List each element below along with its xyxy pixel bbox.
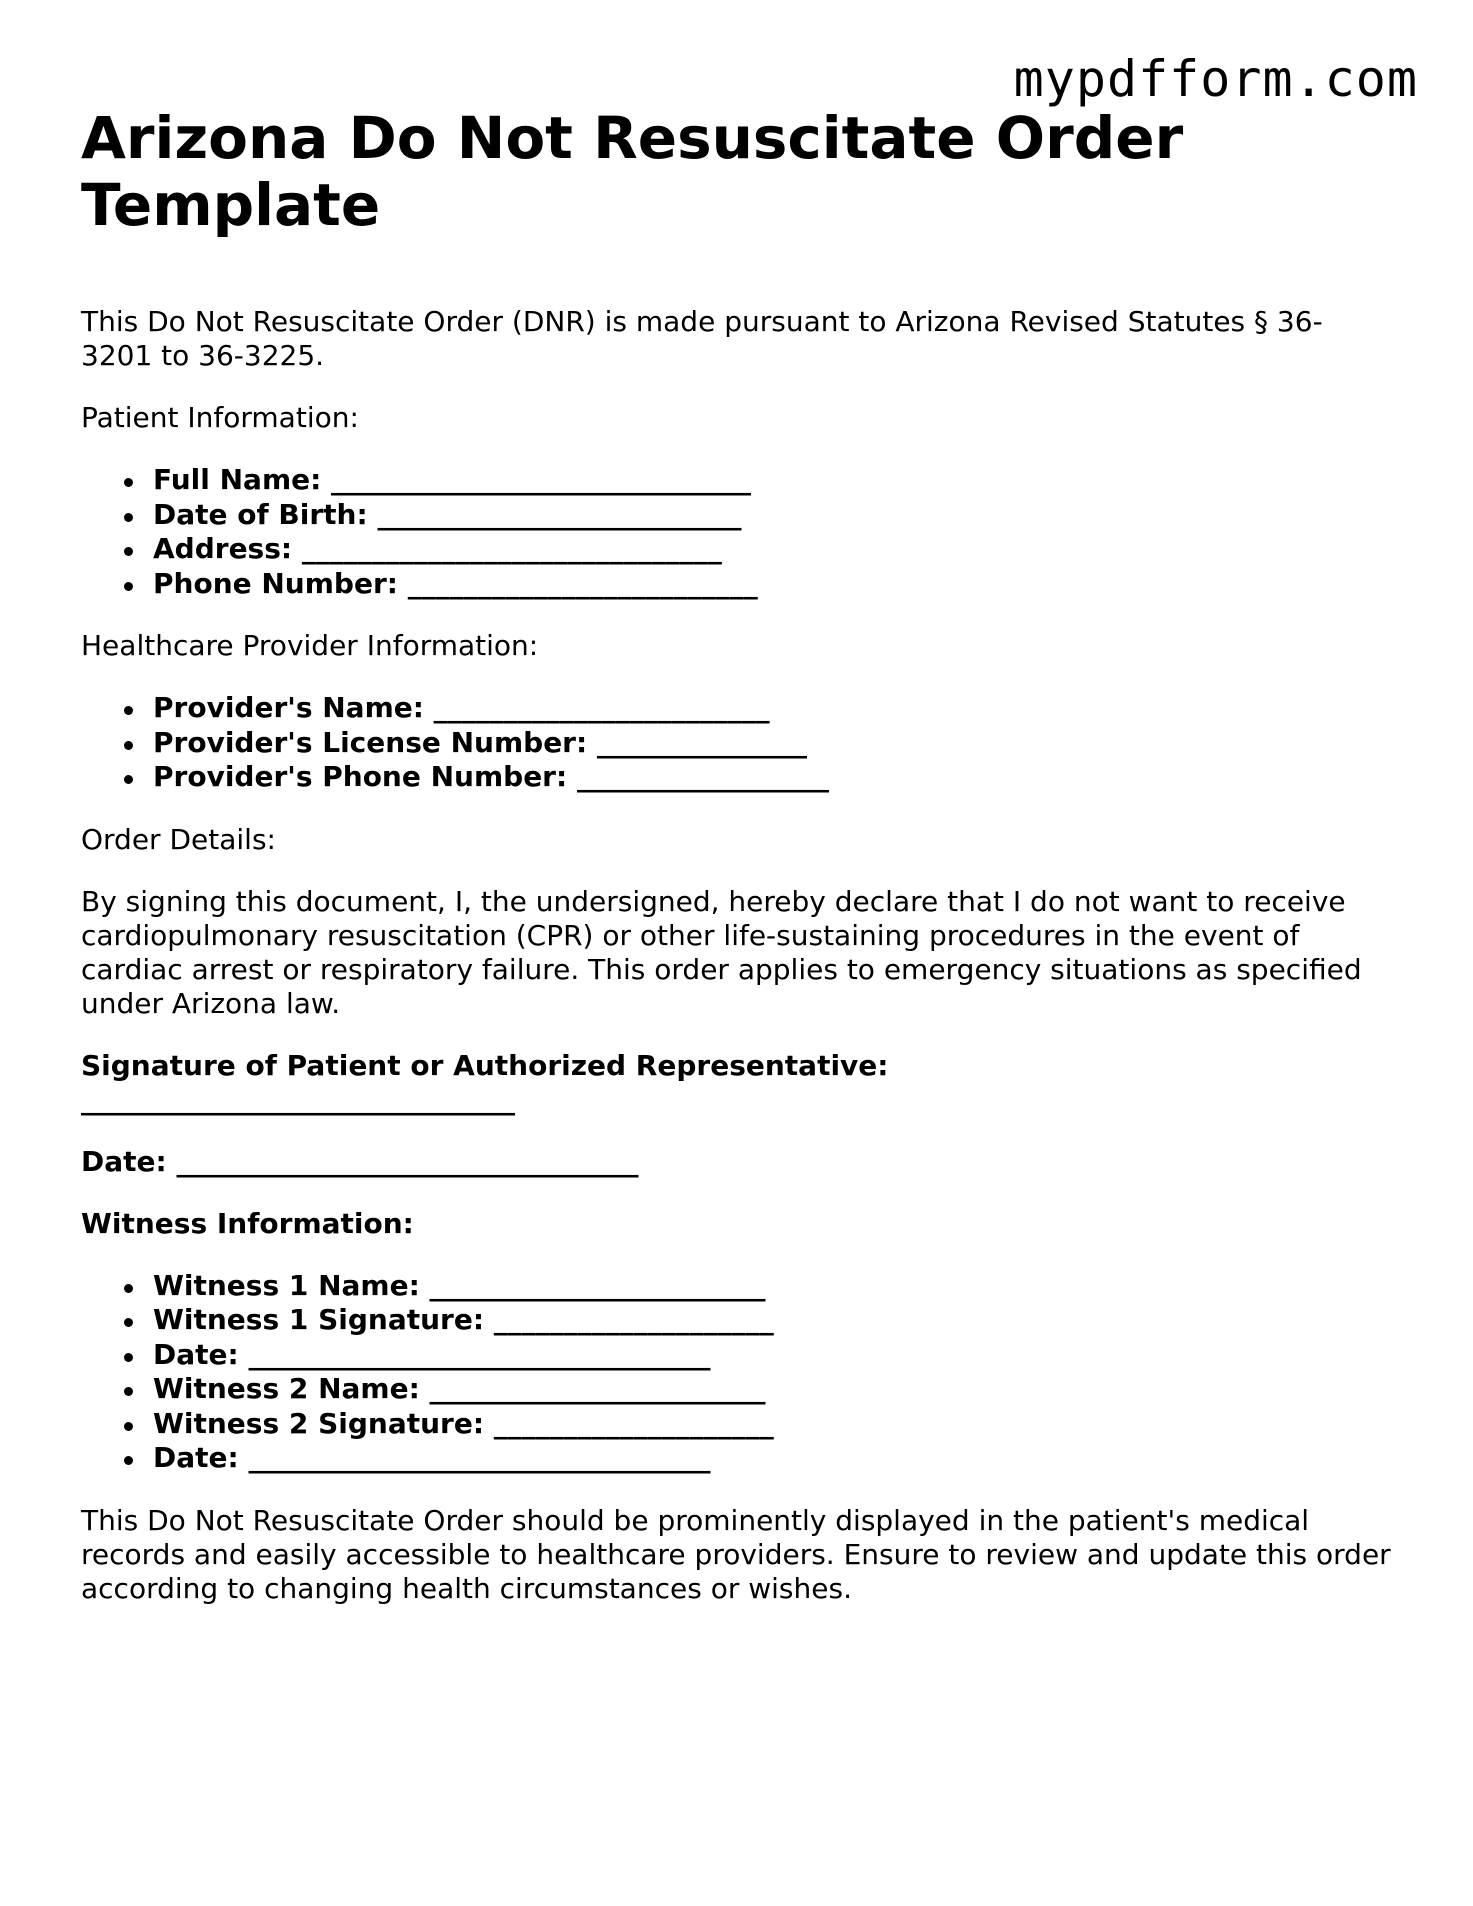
provider-license-field[interactable]: Provider's License Number: _______________ bbox=[153, 726, 1401, 761]
signature-label: Signature of Patient or Authorized Representative: bbox=[81, 1048, 889, 1082]
watermark: mypdfform.com bbox=[1013, 50, 1418, 108]
order-section-label: Order Details: bbox=[81, 822, 276, 856]
closing-paragraph: This Do Not Resuscitate Order should be prominently displayed in the patient's medical records and easily accessible to healthcare providers. Ensure to review and update this order according to changing health circumstances or wishes. bbox=[81, 1503, 1391, 1605]
provider-name-field[interactable]: Provider's Name: ________________________ bbox=[153, 691, 1401, 726]
patient-phone-field[interactable]: Phone Number: _________________________ bbox=[153, 567, 1401, 602]
provider-fields-list bbox=[81, 691, 1401, 795]
witness-section-label: Witness Information: bbox=[81, 1206, 414, 1240]
witness-1-date-field[interactable]: Date: _________________________________ bbox=[153, 1338, 1401, 1373]
signature-date-field[interactable]: Date: _________________________________ bbox=[81, 1144, 639, 1178]
witness-1-name-field[interactable]: Witness 1 Name: ________________________ bbox=[153, 1269, 1401, 1304]
witness-2-date-field[interactable]: Date: _________________________________ bbox=[153, 1441, 1401, 1476]
provider-section-label: Healthcare Provider Information: bbox=[81, 629, 539, 662]
provider-phone-field[interactable]: Provider's Phone Number: __________________ bbox=[153, 760, 1401, 795]
patient-dob-field[interactable]: Date of Birth: __________________________ bbox=[153, 498, 1401, 533]
witness-1-signature-field[interactable]: Witness 1 Signature: ____________________ bbox=[153, 1303, 1401, 1338]
intro-paragraph: This Do Not Resuscitate Order (DNR) is made pursuant to Arizona Revised Statutes § 36-3201 to 36-3225. bbox=[81, 305, 1323, 372]
witness-2-signature-field[interactable]: Witness 2 Signature: ____________________ bbox=[153, 1407, 1401, 1442]
patient-fields-list bbox=[81, 463, 1401, 601]
witness-2-name-field[interactable]: Witness 2 Name: ________________________ bbox=[153, 1372, 1401, 1407]
page-title: Arizona Do Not Resuscitate Order Template bbox=[81, 104, 1184, 239]
patient-address-field[interactable]: Address: ______________________________ bbox=[153, 532, 1401, 567]
signature-line[interactable]: _______________________________ bbox=[81, 1082, 515, 1116]
patient-full-name-field[interactable]: Full Name: ______________________________ bbox=[153, 463, 1401, 498]
witness-fields-list bbox=[81, 1269, 1401, 1476]
order-details-paragraph: By signing this document, I, the undersigned, hereby declare that I do not want to receive cardiopulmonary resuscitation (CPR) or other life-sustaining procedures in the event of cardiac arrest or respiratory failure. This order applies to emergency situations as specified under Arizona law. bbox=[81, 884, 1362, 1020]
patient-section-label: Patient Information: bbox=[81, 401, 359, 434]
document-page bbox=[81, 105, 1401, 1606]
